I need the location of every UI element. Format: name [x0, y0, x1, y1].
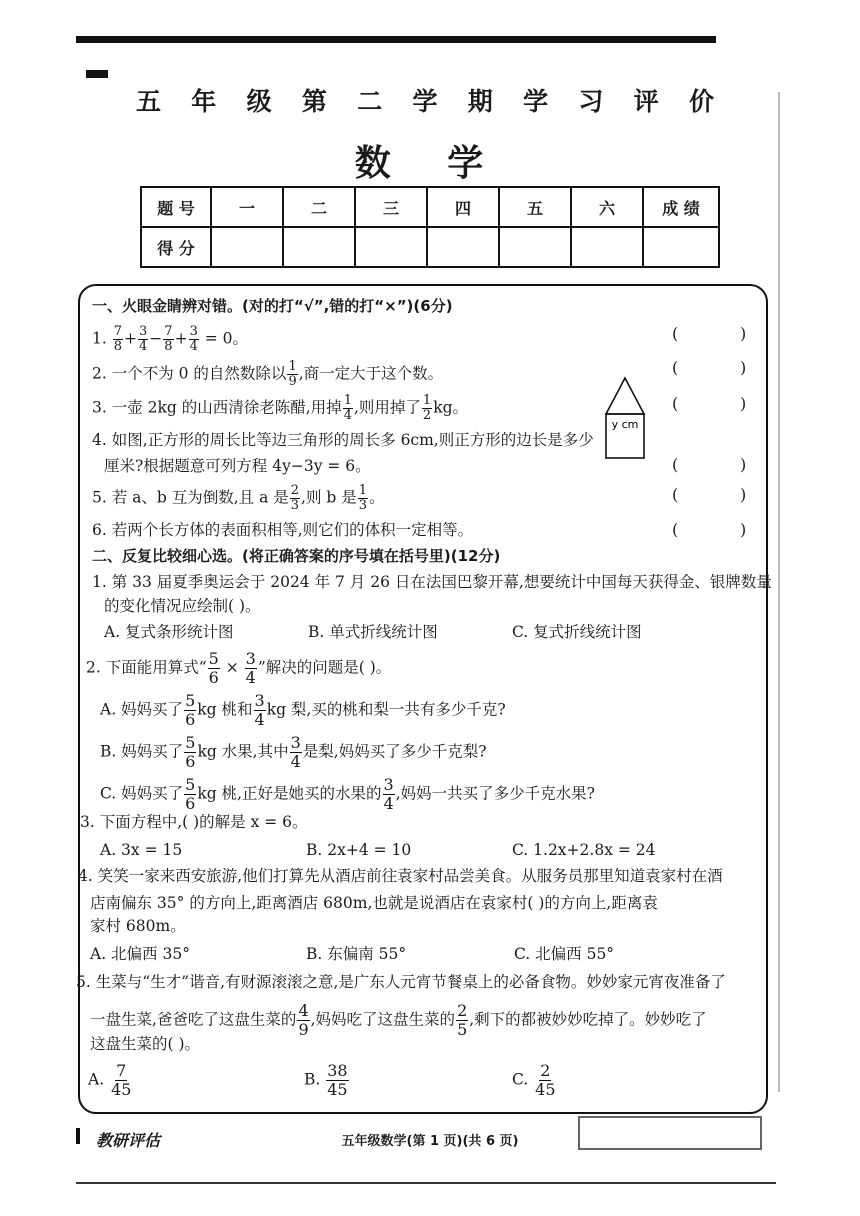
denominator: 4 [343, 408, 352, 423]
part2-q4-option-b: B. 东偏南 55° [306, 945, 407, 963]
part1-q6: 6. 若两个长方体的表面积相等,则它们的体积一定相等。 [92, 521, 474, 539]
numerator: 7 [113, 324, 122, 339]
title-char: 第 [301, 87, 329, 116]
numerator: 5 [185, 733, 196, 752]
numerator: 7 [164, 324, 173, 339]
score-input-cell[interactable] [643, 227, 719, 267]
q-text: 2. 一个不为 0 的自然数除以 [92, 364, 287, 383]
page-edge-line [778, 92, 780, 1092]
fraction [184, 776, 196, 813]
top-rule [76, 36, 716, 43]
fraction [184, 734, 196, 771]
denominator: 45 [535, 1080, 556, 1099]
denominator: 8 [113, 339, 122, 354]
denominator: 2 [422, 408, 432, 423]
figure-label: y cm [611, 418, 639, 431]
q-text: kg 桃,正好是她买的水果的 [197, 784, 382, 803]
numerator: 7 [116, 1061, 127, 1080]
part2-q4-line1: 4. 笑笑一家来西安旅游,他们打算先从酒店前往袁家村品尝美食。从服务员那里知道袁家村在酒 [78, 867, 723, 885]
fraction [358, 484, 368, 513]
denominator: 6 [185, 710, 196, 729]
q-text: 3. 一壶 2kg 的山西清徐老陈醋,用掉 [92, 398, 342, 417]
part2-q4-line3: 家村 680m。 [90, 917, 186, 935]
part1-q5 [92, 484, 385, 513]
denominator: 4 [139, 339, 148, 354]
fraction [343, 394, 353, 423]
title-char: 价 [688, 87, 716, 116]
score-input-cell[interactable] [427, 227, 499, 267]
score-input-cell[interactable] [355, 227, 427, 267]
answer-paren-close: ) [740, 455, 747, 474]
triangle-shape [606, 378, 644, 414]
part2-q5-option-a [88, 1062, 133, 1099]
score-input-cell[interactable] [283, 227, 355, 267]
score-cell: 二 [283, 187, 355, 227]
denominator: 6 [185, 752, 196, 771]
q-text: 5. 若 a、b 互为倒数,且 a 是 [92, 488, 289, 507]
q-text: 。 [369, 488, 385, 507]
denominator: 3 [290, 498, 300, 513]
denominator: 3 [358, 498, 368, 513]
answer-paren-close: ) [740, 485, 747, 504]
score-cell: 成 绩 [643, 187, 719, 227]
part1-q4-line2: 厘米?根据题意可列方程 4y−3y = 6。 [104, 457, 371, 475]
denominator: 4 [254, 710, 265, 729]
score-input-cell[interactable] [499, 227, 571, 267]
fraction [254, 692, 266, 729]
answer-paren-close: ) [740, 520, 747, 539]
part2-q1-line2: 的变化情况应绘制( )。 [104, 597, 261, 615]
answer-paren-close: ) [740, 324, 747, 343]
part1-q4-line1: 4. 如图,正方形的周长比等边三角形的周长多 6cm,则正方形的边长是多少 [92, 431, 594, 449]
house-figure [604, 376, 646, 460]
fraction [208, 650, 220, 687]
q-text: B. 妈妈买了 [100, 742, 184, 761]
numerator: 1 [358, 483, 368, 498]
answer-paren-open: ( [672, 324, 679, 343]
numerator: 3 [383, 775, 394, 794]
q-text: A. 妈妈买了 [100, 700, 184, 719]
numerator: 1 [288, 359, 297, 374]
numerator: 3 [189, 324, 198, 339]
bottom-rule [76, 1182, 776, 1184]
operator: + [174, 329, 188, 348]
q-text: ,剩下的都被妙妙吃掉了。妙妙吃了 [469, 1010, 707, 1029]
fraction [290, 484, 300, 513]
numerator: 38 [327, 1061, 348, 1080]
numerator: 3 [245, 649, 256, 668]
score-cell: 题 号 [141, 187, 211, 227]
fraction [297, 1002, 309, 1039]
title-char: 学 [412, 87, 440, 116]
fraction [287, 360, 297, 389]
part2-q2 [86, 650, 391, 687]
q-text: ,妈妈一共买了多少千克水果? [395, 784, 595, 803]
denominator: 45 [327, 1080, 348, 1099]
fraction [163, 325, 173, 354]
part2-q1-option-a: A. 复式条形统计图 [104, 623, 234, 641]
numerator: 5 [185, 775, 196, 794]
part2-q1-option-b: B. 单式折线统计图 [308, 623, 438, 641]
part1-q2 [92, 360, 443, 389]
title-char: 二 [357, 87, 385, 116]
q-text: kg 桃和 [197, 700, 253, 719]
footer-box [578, 1116, 762, 1150]
denominator: 6 [185, 794, 196, 813]
part1-q1 [92, 325, 248, 354]
score-table-score-row [141, 227, 719, 267]
q-text: kg 水果,其中 [197, 742, 289, 761]
score-cell: 一 [211, 187, 283, 227]
part2-q3: 3. 下面方程中,( )的解是 x = 6。 [80, 813, 308, 831]
part2-q5-option-b [304, 1062, 350, 1099]
score-cell: 得 分 [141, 227, 211, 267]
title-char: 习 [578, 87, 606, 116]
operator: − [149, 329, 163, 348]
denominator: 4 [290, 752, 301, 771]
option-label: C. [512, 1070, 534, 1089]
numerator: 2 [290, 483, 300, 498]
q-text: ”解决的问题是( )。 [257, 658, 392, 677]
exam-title [136, 82, 716, 118]
score-input-cell[interactable] [211, 227, 283, 267]
denominator: 8 [164, 339, 173, 354]
q-text: ,妈妈吃了这盘生菜的 [310, 1010, 456, 1029]
q-text: 一盘生菜,爸爸吃了这盘生菜的 [90, 1010, 297, 1029]
fraction [290, 734, 302, 771]
page-number: 五年级数学(第 1 页)(共 6 页) [341, 1134, 519, 1149]
q-text: kg。 [433, 398, 469, 417]
denominator: 4 [383, 794, 394, 813]
q-text: ,则用掉了 [353, 398, 421, 417]
numerator: 3 [139, 324, 148, 339]
score-input-cell[interactable] [571, 227, 643, 267]
title-char: 年 [191, 87, 219, 116]
q-text: 是梨,妈妈买了多少千克梨? [302, 742, 487, 761]
answer-paren-open: ( [672, 358, 679, 377]
score-table [140, 186, 720, 268]
score-cell: 五 [499, 187, 571, 227]
part2-title: 二、反复比较细心选。(将正确答案的序号填在括号里)(12分) [92, 547, 501, 565]
part2-q4-option-c: C. 北偏西 55° [514, 945, 615, 963]
numerator: 3 [290, 733, 301, 752]
part2-q2-option-a [100, 692, 506, 729]
numerator: 2 [457, 1001, 468, 1020]
footer-brand: 教研评估 [96, 1131, 161, 1150]
q-text: = 0。 [199, 329, 249, 348]
answer-paren-close: ) [740, 394, 747, 413]
title-char: 五 [136, 87, 164, 116]
answer-paren-open: ( [672, 520, 679, 539]
numerator: 1 [343, 393, 352, 408]
denominator: 9 [298, 1020, 309, 1039]
score-cell: 四 [427, 187, 499, 227]
part2-q5-line1: 5. 生菜与“生才”谐音,有财源滚滚之意,是广东人元宵节餐桌上的必备食物。妙妙家元宵夜准备了 [76, 973, 726, 991]
numerator: 5 [185, 691, 196, 710]
denominator: 9 [288, 374, 297, 389]
subject-title: 数 学 [354, 142, 506, 184]
part1-q3 [92, 394, 468, 423]
fraction [422, 394, 432, 423]
fraction [456, 1002, 468, 1039]
numerator: 5 [208, 649, 219, 668]
answer-paren-open: ( [672, 485, 679, 504]
part2-q3-option-b: B. 2x+4 = 10 [306, 841, 412, 859]
title-char: 期 [467, 87, 495, 116]
part2-q4-option-a: A. 北偏西 35° [90, 945, 190, 963]
denominator: 5 [457, 1020, 468, 1039]
part2-q2-option-c [100, 776, 595, 813]
denominator: 6 [208, 668, 219, 687]
part2-q3-option-a: A. 3x = 15 [100, 841, 183, 859]
answer-paren-open: ( [672, 455, 679, 474]
numerator: 3 [254, 691, 265, 710]
fraction [245, 650, 257, 687]
part2-q2-option-b [100, 734, 487, 771]
numerator: 1 [422, 393, 432, 408]
part2-q3-option-c: C. 1.2x+2.8x = 24 [512, 841, 656, 859]
denominator: 4 [189, 339, 198, 354]
corner-mark [86, 70, 108, 78]
part1-title: 一、火眼金睛辨对错。(对的打“√”,错的打“×”)(6分) [92, 297, 453, 315]
fraction [383, 776, 395, 813]
score-cell: 六 [571, 187, 643, 227]
fraction [534, 1062, 556, 1099]
fraction [110, 1062, 132, 1099]
operator: × [220, 658, 244, 677]
fraction [138, 325, 148, 354]
part2-q1-option-c: C. 复式折线统计图 [512, 623, 642, 641]
part2-q4-line2: 店南偏东 35° 的方向上,距离酒店 680m,也就是说酒店在袁家村( )的方向上,距离袁 [90, 894, 658, 912]
part2-q5-option-c [512, 1062, 558, 1099]
answer-paren-open: ( [672, 394, 679, 413]
fraction [113, 325, 123, 354]
part2-q5-line3: 这盘生菜的( )。 [90, 1035, 201, 1053]
option-label: A. [88, 1070, 110, 1089]
q-text: ,则 b 是 [301, 488, 357, 507]
option-label: B. [304, 1070, 326, 1089]
q-text: ,商一定大于这个数。 [298, 364, 444, 383]
operator: + [124, 329, 137, 348]
numerator: 4 [298, 1001, 309, 1020]
title-char: 评 [633, 87, 661, 116]
fraction [184, 692, 196, 729]
denominator: 4 [245, 668, 256, 687]
fraction [189, 325, 199, 354]
answer-paren-close: ) [740, 358, 747, 377]
part2-q1-line1: 1. 第 33 届夏季奥运会于 2024 年 7 月 26 日在法国巴黎开幕,想要统计中国每天获得金、银牌数量 [92, 573, 772, 591]
title-char: 学 [523, 87, 551, 116]
score-cell: 三 [355, 187, 427, 227]
score-table-header-row [141, 187, 719, 227]
q-text: 1. [92, 329, 112, 348]
fraction [326, 1062, 348, 1099]
numerator: 2 [540, 1061, 551, 1080]
q-text: kg 梨,买的桃和梨一共有多少千克? [266, 700, 506, 719]
title-char: 级 [246, 87, 274, 116]
q-text: C. 妈妈买了 [100, 784, 184, 803]
denominator: 45 [111, 1080, 132, 1099]
q-text: 2. 下面能用算式“ [86, 658, 207, 677]
